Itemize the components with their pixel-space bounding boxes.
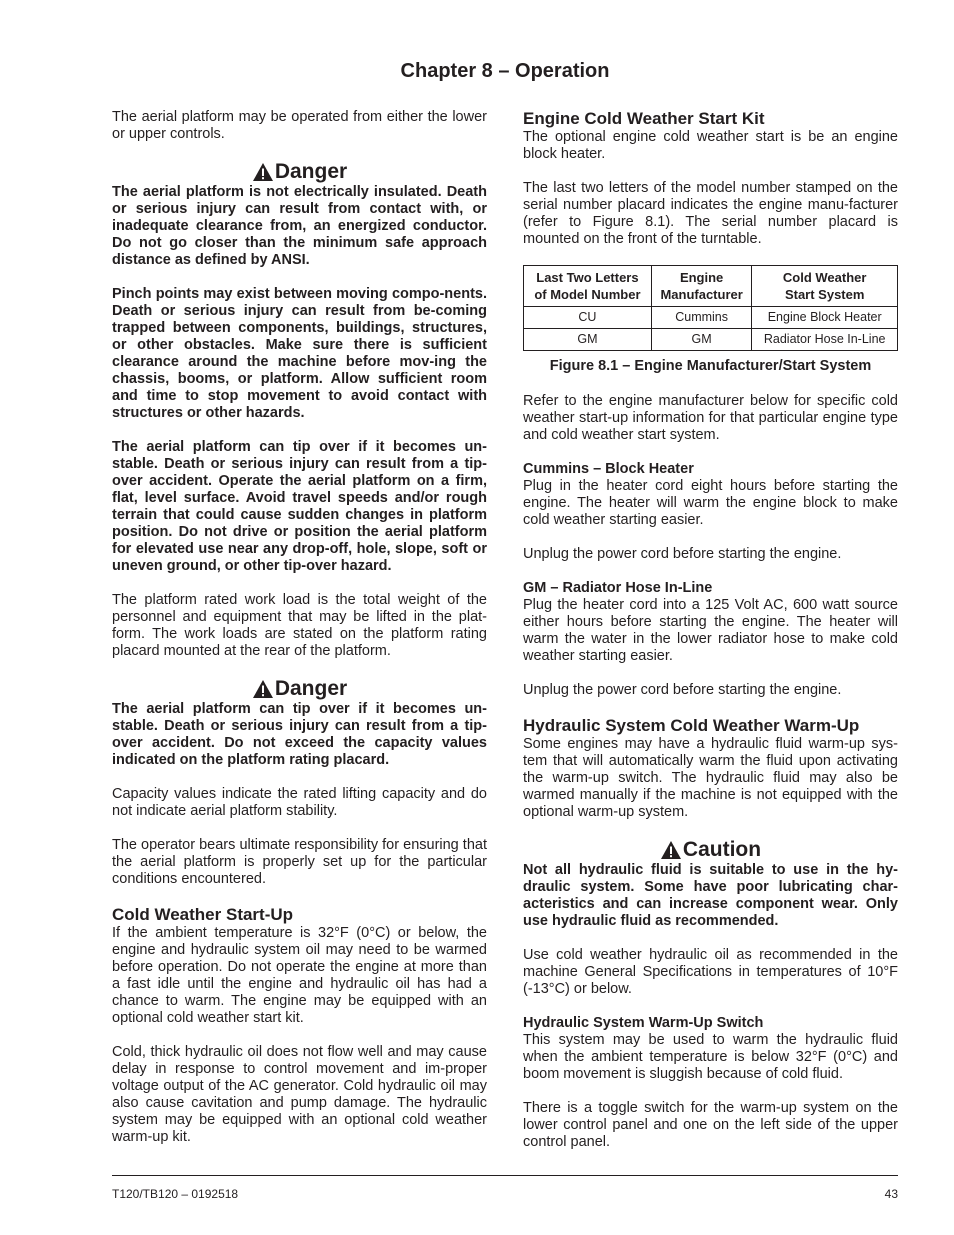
start-kit-heading: Engine Cold Weather Start Kit	[523, 109, 765, 128]
danger-heading	[112, 677, 487, 701]
cummins-unplug-paragraph: Unplug the power cord before starting the engine.	[523, 546, 842, 562]
danger-electrical-text: The aerial platform is not electrically insulated. Death or serious injury can result from contact with, or inadequate clearance from, an energized conductor. Do not go closer than the minimum safe approach distance as defined by ANSI.	[112, 184, 487, 268]
responsibility-paragraph: The operator bears ultimate responsibility for ensuring that the aerial platform is properly set up for the particular conditions encountered.	[112, 837, 487, 887]
table-row	[524, 329, 898, 351]
cummins-heading: Cummins – Block Heater	[523, 461, 694, 477]
page-title: Chapter 8 – Operation	[400, 60, 610, 82]
cummins-paragraph: Plug in the heater cord eight hours before starting the engine. The heater will warm the engine block to make cold weather starting easier.	[523, 478, 898, 528]
left-column	[112, 109, 487, 1163]
table-header-cell: Last Two Letters of Model Number	[524, 266, 652, 307]
workload-paragraph: The platform rated work load is the total weight of the personnel and equipment that may be lifted in the plat-form. The work loads are stated on the platform rating placard mounted at the rear of the platform.	[112, 592, 487, 659]
gm-paragraph: Plug the heater cord into a 125 Volt AC, 600 watt source either hours before starting the engine. The heater will warm the water in the lower radiator hose to make cold weather starting easier.	[523, 597, 898, 664]
table-row	[524, 307, 898, 329]
toggle-switch-paragraph: There is a toggle switch for the warm-up system on the lower control panel and one on the left side of the upper control panel.	[523, 1100, 898, 1150]
hydraulic-warmup-heading: Hydraulic System Cold Weather Warm-Up	[523, 716, 860, 735]
caution-text: Not all hydraulic fluid is suitable to use in the hy-draulic system. Some have poor lubricating char-acteristics and can increase component wear. Only use hydraulic fluid as recommended.	[523, 862, 898, 929]
danger-title: Danger	[274, 677, 348, 700]
caution-title: Caution	[682, 838, 762, 861]
warning-triangle-icon	[252, 162, 274, 182]
danger-title: Danger	[274, 160, 348, 183]
caution-heading	[523, 838, 898, 862]
danger-heading	[112, 160, 487, 184]
refer-paragraph: Refer to the engine manufacturer below for specific cold weather start-up information for that particular engine type and cold weather start system.	[523, 393, 898, 443]
gm-heading: GM – Radiator Hose In-Line	[523, 580, 713, 596]
engine-start-system-table	[523, 265, 898, 351]
cold-oil-paragraph: Cold, thick hydraulic oil does not flow well and may cause delay in response to control movement and im-proper voltage output of the AC generator. Cold hydraulic oil may also cause cavitation and pump damage. The hydraulic system may be equipped with an optional cold weather warm-up kit.	[112, 1044, 487, 1145]
right-column	[523, 109, 898, 1168]
table-cell: Cummins	[651, 307, 751, 329]
table-header-cell: Engine Manufacturer	[651, 266, 751, 307]
table-cell: Engine Block Heater	[752, 307, 898, 329]
danger-tipover-text: The aerial platform can tip over if it becomes un-stable. Death or serious injury can result from a tip-over accident. Operate the aerial platform on a firm, flat, level surface. Avoid travel speeds and/or rough terrain that could cause sudden changes in platform position. Do not drive or position the aerial platform for elevated use near any drop-off, hole, slope, soft or uneven ground, or other tip-over hazard.	[112, 439, 487, 574]
table-cell: Radiator Hose In-Line	[752, 329, 898, 351]
page-number: 43	[884, 1187, 898, 1201]
start-kit-paragraph: The optional engine cold weather start is be an engine block heater.	[523, 129, 898, 162]
table-header-cell: Cold Weather Start System	[752, 266, 898, 307]
warning-triangle-icon	[252, 679, 274, 699]
intro-paragraph: The aerial platform may be operated from either the lower or upper controls.	[112, 109, 487, 142]
capacity-paragraph: Capacity values indicate the rated lifting capacity and do not indicate aerial platform stability.	[112, 786, 487, 819]
warmup-switch-paragraph: This system may be used to warm the hydraulic fluid when the ambient temperature is below 32°F (0°C) and boom movement is sluggish because of cold fluid.	[523, 1032, 898, 1082]
hydraulic-oil-paragraph: Use cold weather hydraulic oil as recommended in the machine General Specifications in temperatures of 10°F (-13°C) or below.	[523, 947, 898, 997]
gm-unplug-paragraph: Unplug the power cord before starting the engine.	[523, 682, 842, 698]
figure-caption: Figure 8.1 – Engine Manufacturer/Start System	[549, 358, 872, 374]
model-number-paragraph: The last two letters of the model number stamped on the serial number placard indicates the engine manu-facturer (refer to Figure 8.1). The serial number placard is mounted on the front of the turntable.	[523, 180, 898, 247]
footer-divider	[112, 1175, 898, 1176]
table-cell: GM	[651, 329, 751, 351]
table-cell: GM	[524, 329, 652, 351]
warning-triangle-icon	[660, 840, 682, 860]
danger-capacity-text: The aerial platform can tip over if it becomes un-stable. Death or serious injury can result from a tip-over accident. Do not exceed the capacity values indicated on the platform rating placard.	[112, 701, 487, 768]
danger-pinch-text: Pinch points may exist between moving compo-nents. Death or serious injury can result from be-coming trapped between components, buildings, structures, or other obstacles. Make sure there is sufficient clearance around the machine before mov-ing the chassis, booms, or platform. Allow sufficient room and time to stop movement to avoid contact with structures or other hazards.	[112, 286, 487, 421]
cold-weather-startup-heading: Cold Weather Start-Up	[112, 905, 294, 924]
table-cell: CU	[524, 307, 652, 329]
table-header-row	[524, 266, 898, 307]
cold-weather-paragraph: If the ambient temperature is 32°F (0°C) or below, the engine and hydraulic system oil may need to be warmed before operation. Do not operate the engine at more than a fast idle until the engine and hydraulic oil has had a chance to warm. The engine may be equipped with an optional cold weather start kit.	[112, 925, 487, 1026]
hydraulic-warmup-paragraph: Some engines may have a hydraulic fluid warm-up sys-tem that will automatically warm the fluid upon activating the warm-up switch. The hydraulic fluid may also be warmed manually if the machine is not equipped with the optional warm-up system.	[523, 736, 898, 820]
warmup-switch-heading: Hydraulic System Warm-Up Switch	[523, 1015, 764, 1031]
footer-doc-id: T120/TB120 – 0192518	[112, 1187, 239, 1201]
